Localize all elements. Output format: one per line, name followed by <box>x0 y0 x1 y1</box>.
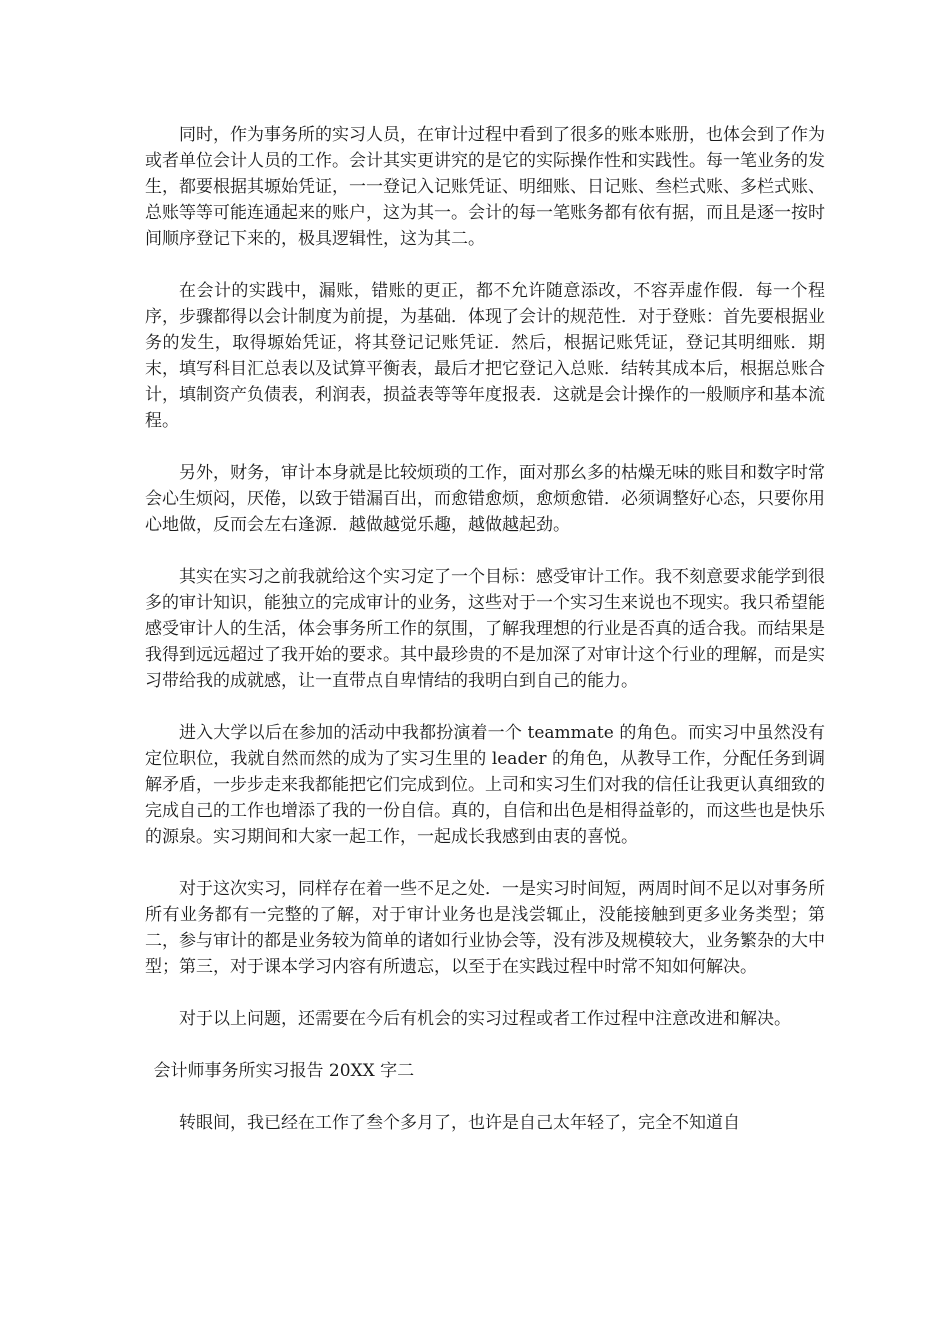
paragraph-8: 转眼间，我已经在工作了叁个多月了，也许是自己太年轻了，完全不知道自 <box>179 1113 740 1133</box>
document-page <box>145 122 825 1162</box>
paragraph-1: 同时，作为事务所的实习人员，在审计过程中看到了很多的账本账册，也体会到了作为或者单位会计人员的工作。会计其实更讲究的是它的实际操作性和实践性。每一笔业务的发生，都要根据其塬始凭证，一一登记入记账凭证、明细账、日记账、叁栏式账、多栏式账、总账等等可能连通起来的账户，这为其一。会计的每一笔账务都有依有据，而且是逐一按时间顺序登记下来的，极具逻辑性，这为其二。 <box>145 125 825 249</box>
paragraph-7: 对于以上问题，还需要在今后有机会的实习过程或者工作过程中注意改进和解决。 <box>179 1009 791 1029</box>
paragraph-4: 其实在实习之前我就给这个实习定了一个目标：感受审计工作。我不刻意要求能学到很多的审计知识，能独立的完成审计的业务，这些对于一个实习生来说也不现实。我只希望能感受审计人的生活，体会事务所工作的氛围，了解我理想的行业是否真的适合我。而结果是我得到远远超过了我开始的要求。其中最珍贵的不是加深了对审计这个行业的理解，而是实习带给我的成就感，让一直带点自卑情结的我明白到自己的能力。 <box>145 567 825 691</box>
paragraph-5: 进入大学以后在参加的活动中我都扮演着一个 teammate 的角色。而实习中虽然没有定位职位，我就自然而然的成为了实习生里的 leader 的角色，从教导工作，分配任务到调解矛盾，一步步走来我都能把它们完成到位。上司和实习生们对我的信任让我更认真细致的完成自己的工作也增添了我的一份自信。真的，自信和出色是相得益彰的，而这些也是快乐的源泉。实习期间和大家一起工作，一起成长我感到由衷的喜悦。 <box>145 723 825 847</box>
section-heading: 会计师事务所实习报告 20XX 字二 <box>153 1061 415 1081</box>
paragraph-2: 在会计的实践中，漏账，错账的更正，都不允许随意添改，不容弄虚作假．每一个程序，步骤都得以会计制度为前提，为基础．体现了会计的规范性．对于登账：首先要根据业务的发生，取得塬始凭证，将其登记记账凭证．然后，根据记账凭证，登记其明细账．期末，填写科目汇总表以及试算平衡表，最后才把它登记入总账．结转其成本后，根据总账合计，填制资产负债表，利润表，损益表等等年度报表．这就是会计操作的一般顺序和基本流程。 <box>145 281 825 431</box>
paragraph-6: 对于这次实习，同样存在着一些不足之处．一是实习时间短，两周时间不足以对事务所所有业务都有一完整的了解，对于审计业务也是浅尝辄止，没能接触到更多业务类型；第二，参与审计的都是业务较为简单的诸如行业协会等，没有涉及规模较大，业务繁杂的大中型；第三，对于课本学习内容有所遗忘，以至于在实践过程中时常不知如何解决。 <box>145 879 825 977</box>
paragraph-3: 另外，财务，审计本身就是比较烦琐的工作，面对那幺多的枯燥无味的账目和数字时常会心生烦闷，厌倦，以致于错漏百出，而愈错愈烦，愈烦愈错．必须调整好心态，只要你用心地做，反而会左右逢源．越做越觉乐趣，越做越起劲。 <box>145 463 825 535</box>
